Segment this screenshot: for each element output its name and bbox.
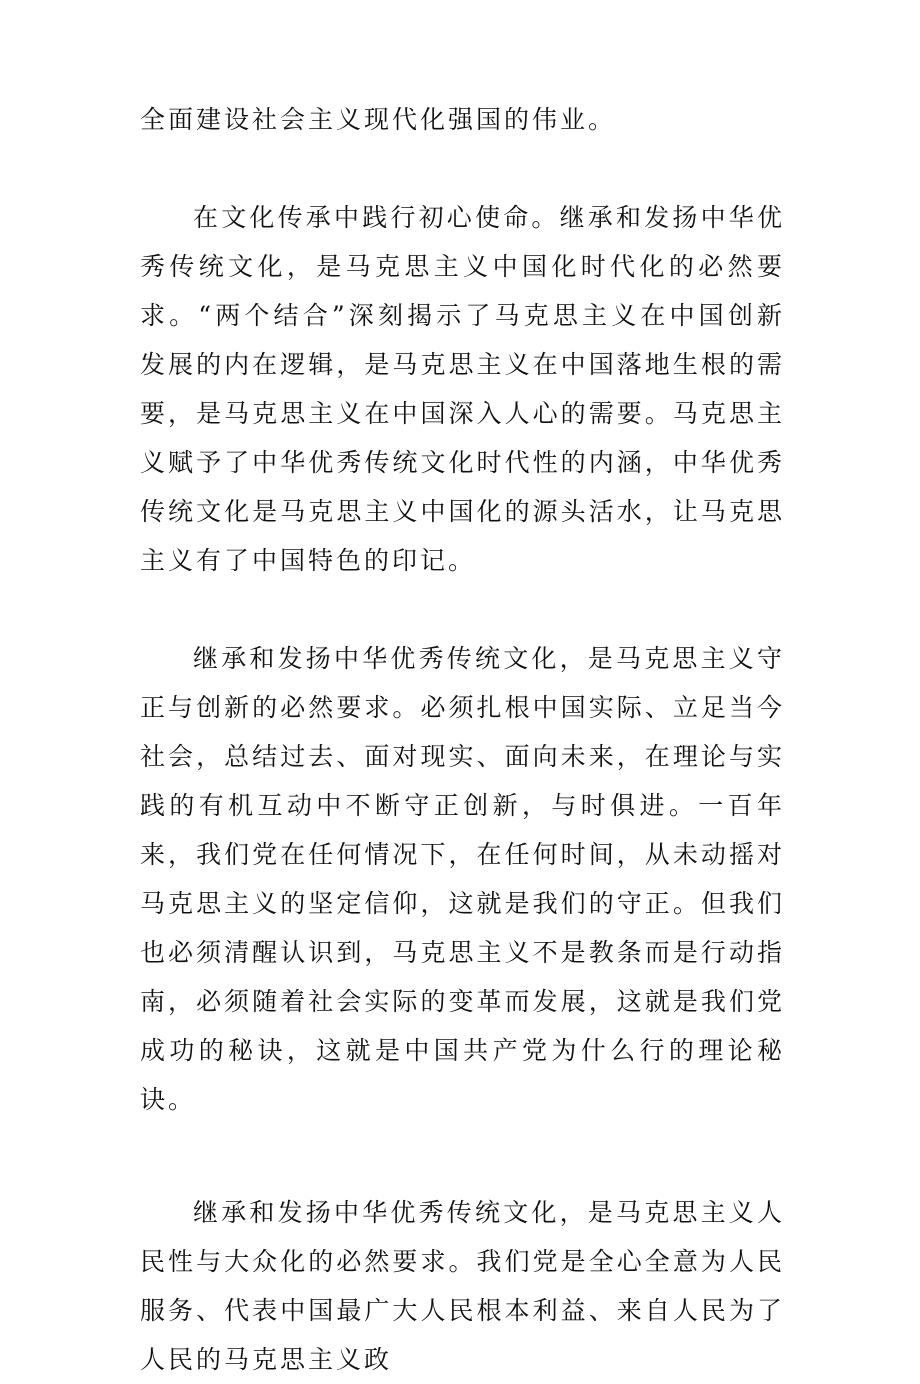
- paragraph-people-orientation: 继承和发扬中华优秀传统文化，是马克思主义人民性与大众化的必然要求。我们党是全心全意为人民服务、代表中国最广大人民根本利益、来自人民为了人民的马克思主义政: [140, 1198, 785, 1374]
- paragraph-continuation: 全面建设社会主义现代化强国的伟业。: [140, 105, 617, 134]
- document-page: [140, 95, 785, 1384]
- paragraph-upholding-innovation: 继承和发扬中华优秀传统文化，是马克思主义守正与创新的必然要求。必须扎根中国实际、立足当今社会，总结过去、面对现实、面向未来，在理论与实践的有机互动中不断守正创新，与时俱进。一百年来，我们党在任何情况下，在任何时间，从未动摇对马克思主义的坚定信仰，这就是我们的守正。但我们也必须清醒认识到，马克思主义不是教条而是行动指南，必须随着社会实际的变革而发展，这就是我们党成功的秘诀，这就是中国共产党为什么行的理论秘诀。: [140, 644, 785, 1114]
- paragraph-cultural-heritage: 在文化传承中践行初心使命。继承和发扬中华优秀传统文化，是马克思主义中国化时代化的必然要求。“两个结合”深刻揭示了马克思主义在中国创新发展的内在逻辑，是马克思主义在中国落地生根的需要，是马克思主义在中国深入人心的需要。马克思主义赋予了中华优秀传统文化时代性的内涵，中华优秀传统文化是马克思主义中国化的源头活水，让马克思主义有了中国特色的印记。: [140, 203, 785, 575]
